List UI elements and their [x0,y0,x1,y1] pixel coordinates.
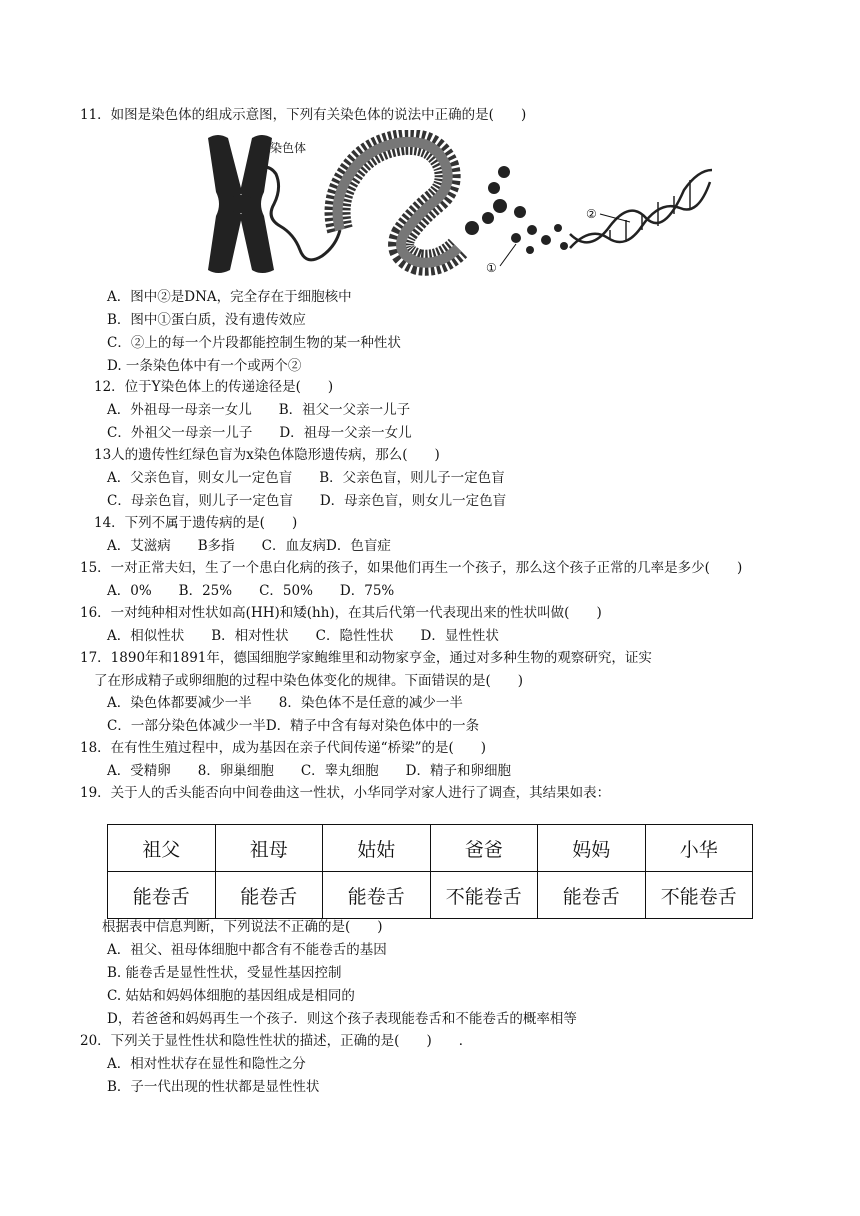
table-header-cell: 小华 [645,825,753,872]
table-cell: 不能卷舌 [645,872,753,919]
q12-options-row2: C．外祖父一母亲一儿子 D．祖母一父亲一女儿 [107,425,412,441]
table-header-cell: 爸爸 [430,825,538,872]
q20-stem: 20．下列关于显性性状和隐性性状的描述，正确的是( ) ． [80,1033,473,1049]
table-header-cell: 姑姑 [323,825,431,872]
q17-options-row2: C．一部分染色体减少一半D．精子中含有每对染色体中的一条 [107,718,480,734]
q19-option-b: B. 能卷舌是显性性状，受显性基因控制 [107,965,342,981]
q15-stem: 15．一对正常夫妇，生了一个患白化病的孩子，如果他们再生一个孩子，那么这个孩子正常的几率是多少( ) [80,560,743,576]
q13-options-row2: C．母亲色盲，则儿子一定色盲 D．母亲色盲，则女儿一定色盲 [107,493,507,509]
table-cell: 能卷舌 [108,872,216,919]
table-header-cell: 妈妈 [538,825,646,872]
q14-options-row1: A．艾滋病 B多指 C．血友病D．色盲症 [107,538,391,554]
q11-stem: 11．如图是染色体的组成示意图，下列有关染色体的说法中正确的是( ) [80,107,527,123]
q11-option-b: B．图中①蛋白质，没有遗传效应 [107,312,306,328]
q18-stem: 18．在有性生殖过程中，成为基因在亲子代间传递“桥梁”的是( ) [80,740,487,756]
q17-options-row1: A．染色体都要减少一半 8．染色体不是任意的减少一半 [107,695,463,711]
table-header-cell: 祖父 [108,825,216,872]
q19-option-d: D，若爸爸和妈妈再生一个孩子．则这个孩子表现能卷舌和不能卷舌的概率相等 [107,1011,577,1027]
q11-option-c: C．②上的每一个片段都能控制生物的某一种性状 [107,335,401,351]
chromosome-diagram [190,130,720,278]
nucleosome-beads [465,166,568,254]
q19-option-c: C. 姑姑和妈妈体细胞的基因组成是相同的 [107,988,355,1004]
table-header-row [108,825,753,872]
chromosome-x-shape [208,135,274,273]
table-cell: 能卷舌 [538,872,646,919]
q19-stem: 19．关于人的舌头能否向中间卷曲这一性状，小华同学对家人进行了调查，其结果如表： [80,785,611,801]
table-cell: 能卷舌 [323,872,431,919]
q11-option-a: A．图中②是DNA，完全存在于细胞核中 [107,289,352,305]
figure-marker-2: ② [586,207,597,221]
q17-stem-line1: 17．1890年和1891年，德国细胞学家鲍维里和动物家亨金，通过对多种生物的观察研究，证实 [80,650,652,666]
q19-question: 根据表中信息判断，下列说法不正确的是( ) [102,919,383,935]
q20-option-b: B．子一代出现的性状都是显性性状 [107,1079,320,1095]
table-cell: 不能卷舌 [430,872,538,919]
q16-options-row1: A．相似性状 B．相对性状 C．隐性性状 D．显性性状 [107,628,499,644]
q11-option-d: D. 一条染色体中有一个或两个② [107,358,302,374]
tongue-rolling-survey-table [107,824,753,919]
table-row [108,872,753,919]
q19-option-a: A．祖父、祖母体细胞中都含有不能卷舌的基因 [107,942,387,958]
figure-marker-1: ① [486,261,497,275]
q13-stem: 13人的遗传性红绿色盲为x染色体隐形遗传病，那么( ) [94,447,440,463]
table-header-cell: 祖母 [215,825,323,872]
q15-options-row1: A．0% B．25% C．50% D．75% [107,583,395,599]
q16-stem: 16．一对纯种相对性状如高(HH)和矮(hh)，在其后代第一代表现出来的性状叫做( ) [80,605,602,621]
q20-option-a: A．相对性状存在显性和隐性之分 [107,1056,306,1072]
q14-stem: 14．下列不属于遗传病的是( ) [94,515,298,531]
q12-options-row1: A．外祖母一母亲一女儿 B．祖父一父亲一儿子 [107,402,411,418]
q18-options-row1: A．受精卵 8．卵巢细胞 C．睾丸细胞 D．精子和卵细胞 [107,763,511,779]
figure-label: 染色体 [270,141,307,155]
q12-stem: 12．位于Y染色体上的传递途径是( ) [94,379,334,395]
q17-stem-line2: 了在形成精子或卵细胞的过程中染色体变化的规律。下面错误的是( ) [94,673,524,689]
q13-options-row1: A．父亲色盲，则女儿一定色盲 B．父亲色盲，则儿子一定色盲 [107,470,505,486]
table-cell: 能卷舌 [215,872,323,919]
